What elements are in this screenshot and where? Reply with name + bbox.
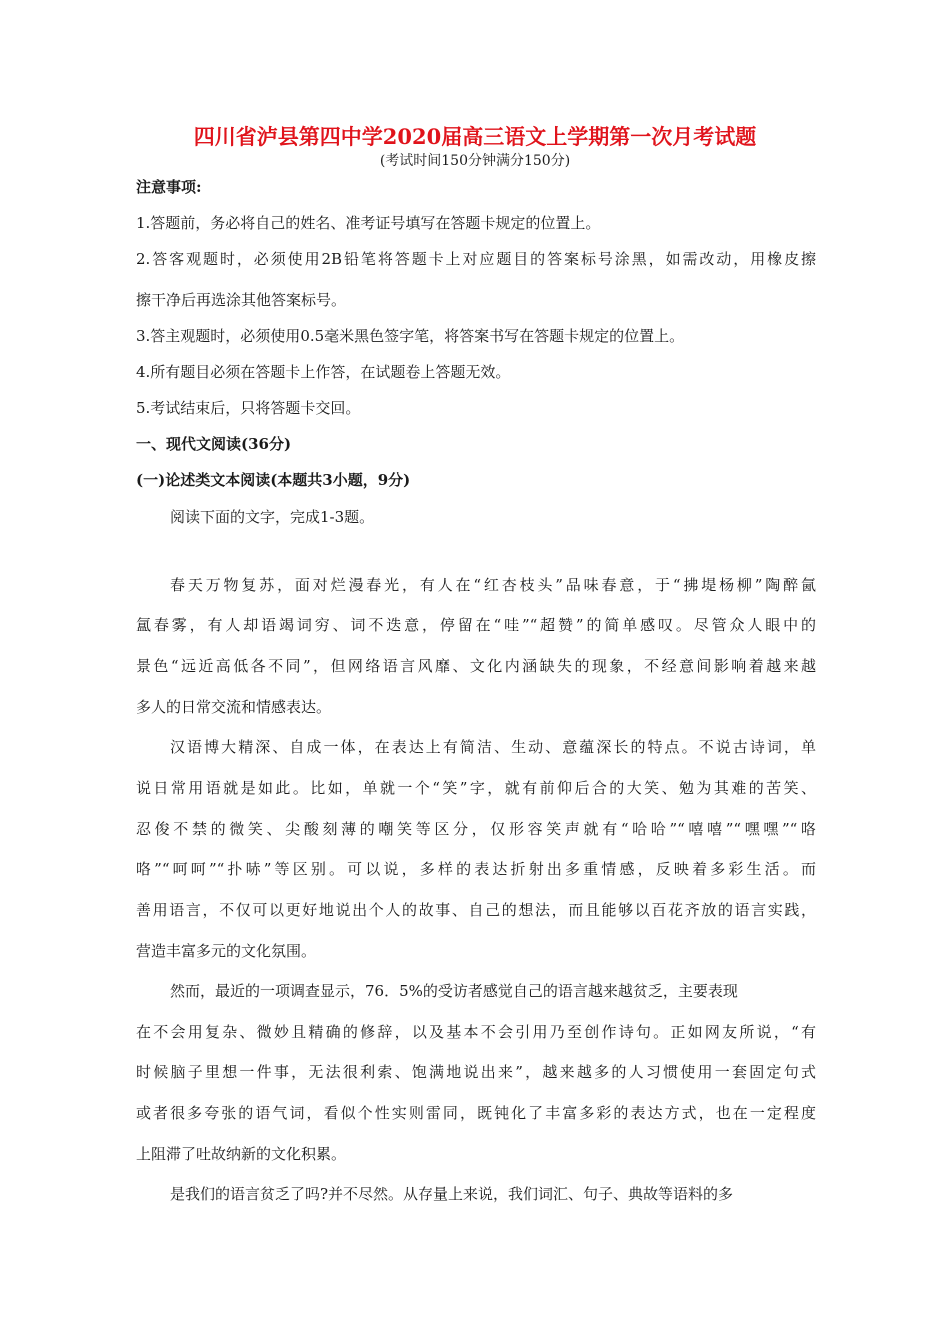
article-line: 是我们的语言贫乏了吗?并不尽然。从存量上来说，我们词汇、句子、典故等语料的多 (170, 1185, 734, 1203)
article-line: 营造丰富多元的文化氛围。 (136, 942, 317, 960)
subsection-heading: (一)论述类文本阅读(本题共3小题，9分) (136, 471, 411, 489)
article-line: 氲春雾，有人却语竭词穷、词不迭意，停留在“哇”“超赞”的简单感叹。尽管众人眼中的 (136, 616, 816, 634)
notice-item-2: 2.答客观题时，必须使用2B铅笔将答题卡上对应题目的答案标号涂黑，如需改动，用橡皮擦 (136, 250, 816, 268)
article-line: 咯”“呵呵”“扑哧”等区别。可以说，多样的表达折射出多重情感，反映着多彩生活。而 (136, 860, 816, 878)
article-line: 在不会用复杂、微妙且精确的修辞，以及基本不会引用乃至创作诗句。正如网友所说，“有 (136, 1023, 816, 1041)
article-line: 春天万物复苏，面对烂漫春光，有人在“红杏枝头”品味春意，于“拂堤杨柳”陶醉氤 (170, 576, 816, 594)
section-heading: 一、现代文阅读(36分) (136, 435, 292, 453)
document-title: 四川省泸县第四中学2020届高三语文上学期第一次月考试题 (193, 124, 757, 149)
notice-item-2-cont: 擦干净后再选涂其他答案标号。 (136, 291, 347, 309)
article-line: 说日常用语就是如此。比如，单就一个“笑”字，就有前仰后合的大笑、勉为其难的苦笑、 (136, 779, 816, 797)
reading-instruction: 阅读下面的文字，完成1-3题。 (170, 508, 375, 526)
article-line: 景色“远近高低各不同”，但网络语言风靡、文化内涵缺失的现象，不经意间影响着越来越 (136, 657, 816, 675)
article-line: 然而，最近的一项调查显示，76．5%的受访者感觉自己的语言越来越贫乏，主要表现 (170, 982, 738, 1000)
article-line: 上阻滞了吐故纳新的文化积累。 (136, 1145, 347, 1163)
article-line: 汉语博大精深、自成一体，在表达上有简洁、生动、意蕴深长的特点。不说古诗词，单 (170, 738, 816, 756)
notice-item-3: 3.答主观题时，必须使用0.5毫米黑色签字笔，将答案书写在答题卡规定的位置上。 (136, 327, 685, 345)
article-line: 或者很多夸张的语气词，看似个性实则雷同，既钝化了丰富多彩的表达方式，也在一定程度 (136, 1104, 816, 1122)
article-line: 忍俊不禁的微笑、尖酸刻薄的嘲笑等区分，仅形容笑声就有“哈哈”“嘻嘻”“嘿嘿”“咯 (136, 820, 816, 838)
article-line: 多人的日常交流和情感表达。 (136, 698, 332, 716)
article-line: 善用语言，不仅可以更好地说出个人的故事、自己的想法，而且能够以百花齐放的语言实践， (136, 901, 816, 919)
notice-item-4: 4.所有题目必须在答题卡上作答，在试题卷上答题无效。 (136, 363, 511, 381)
article-line: 时候脑子里想一件事，无法很利索、饱满地说出来”，越来越多的人习惯使用一套固定句式 (136, 1063, 816, 1081)
notice-item-5: 5.考试结束后，只将答题卡交回。 (136, 399, 361, 417)
notice-item-1: 1.答题前，务必将自己的姓名、准考证号填写在答题卡规定的位置上。 (136, 214, 601, 232)
exam-duration-note: (考试时间150分钟满分150分) (379, 153, 571, 169)
notice-heading: 注意事项: (136, 178, 202, 196)
